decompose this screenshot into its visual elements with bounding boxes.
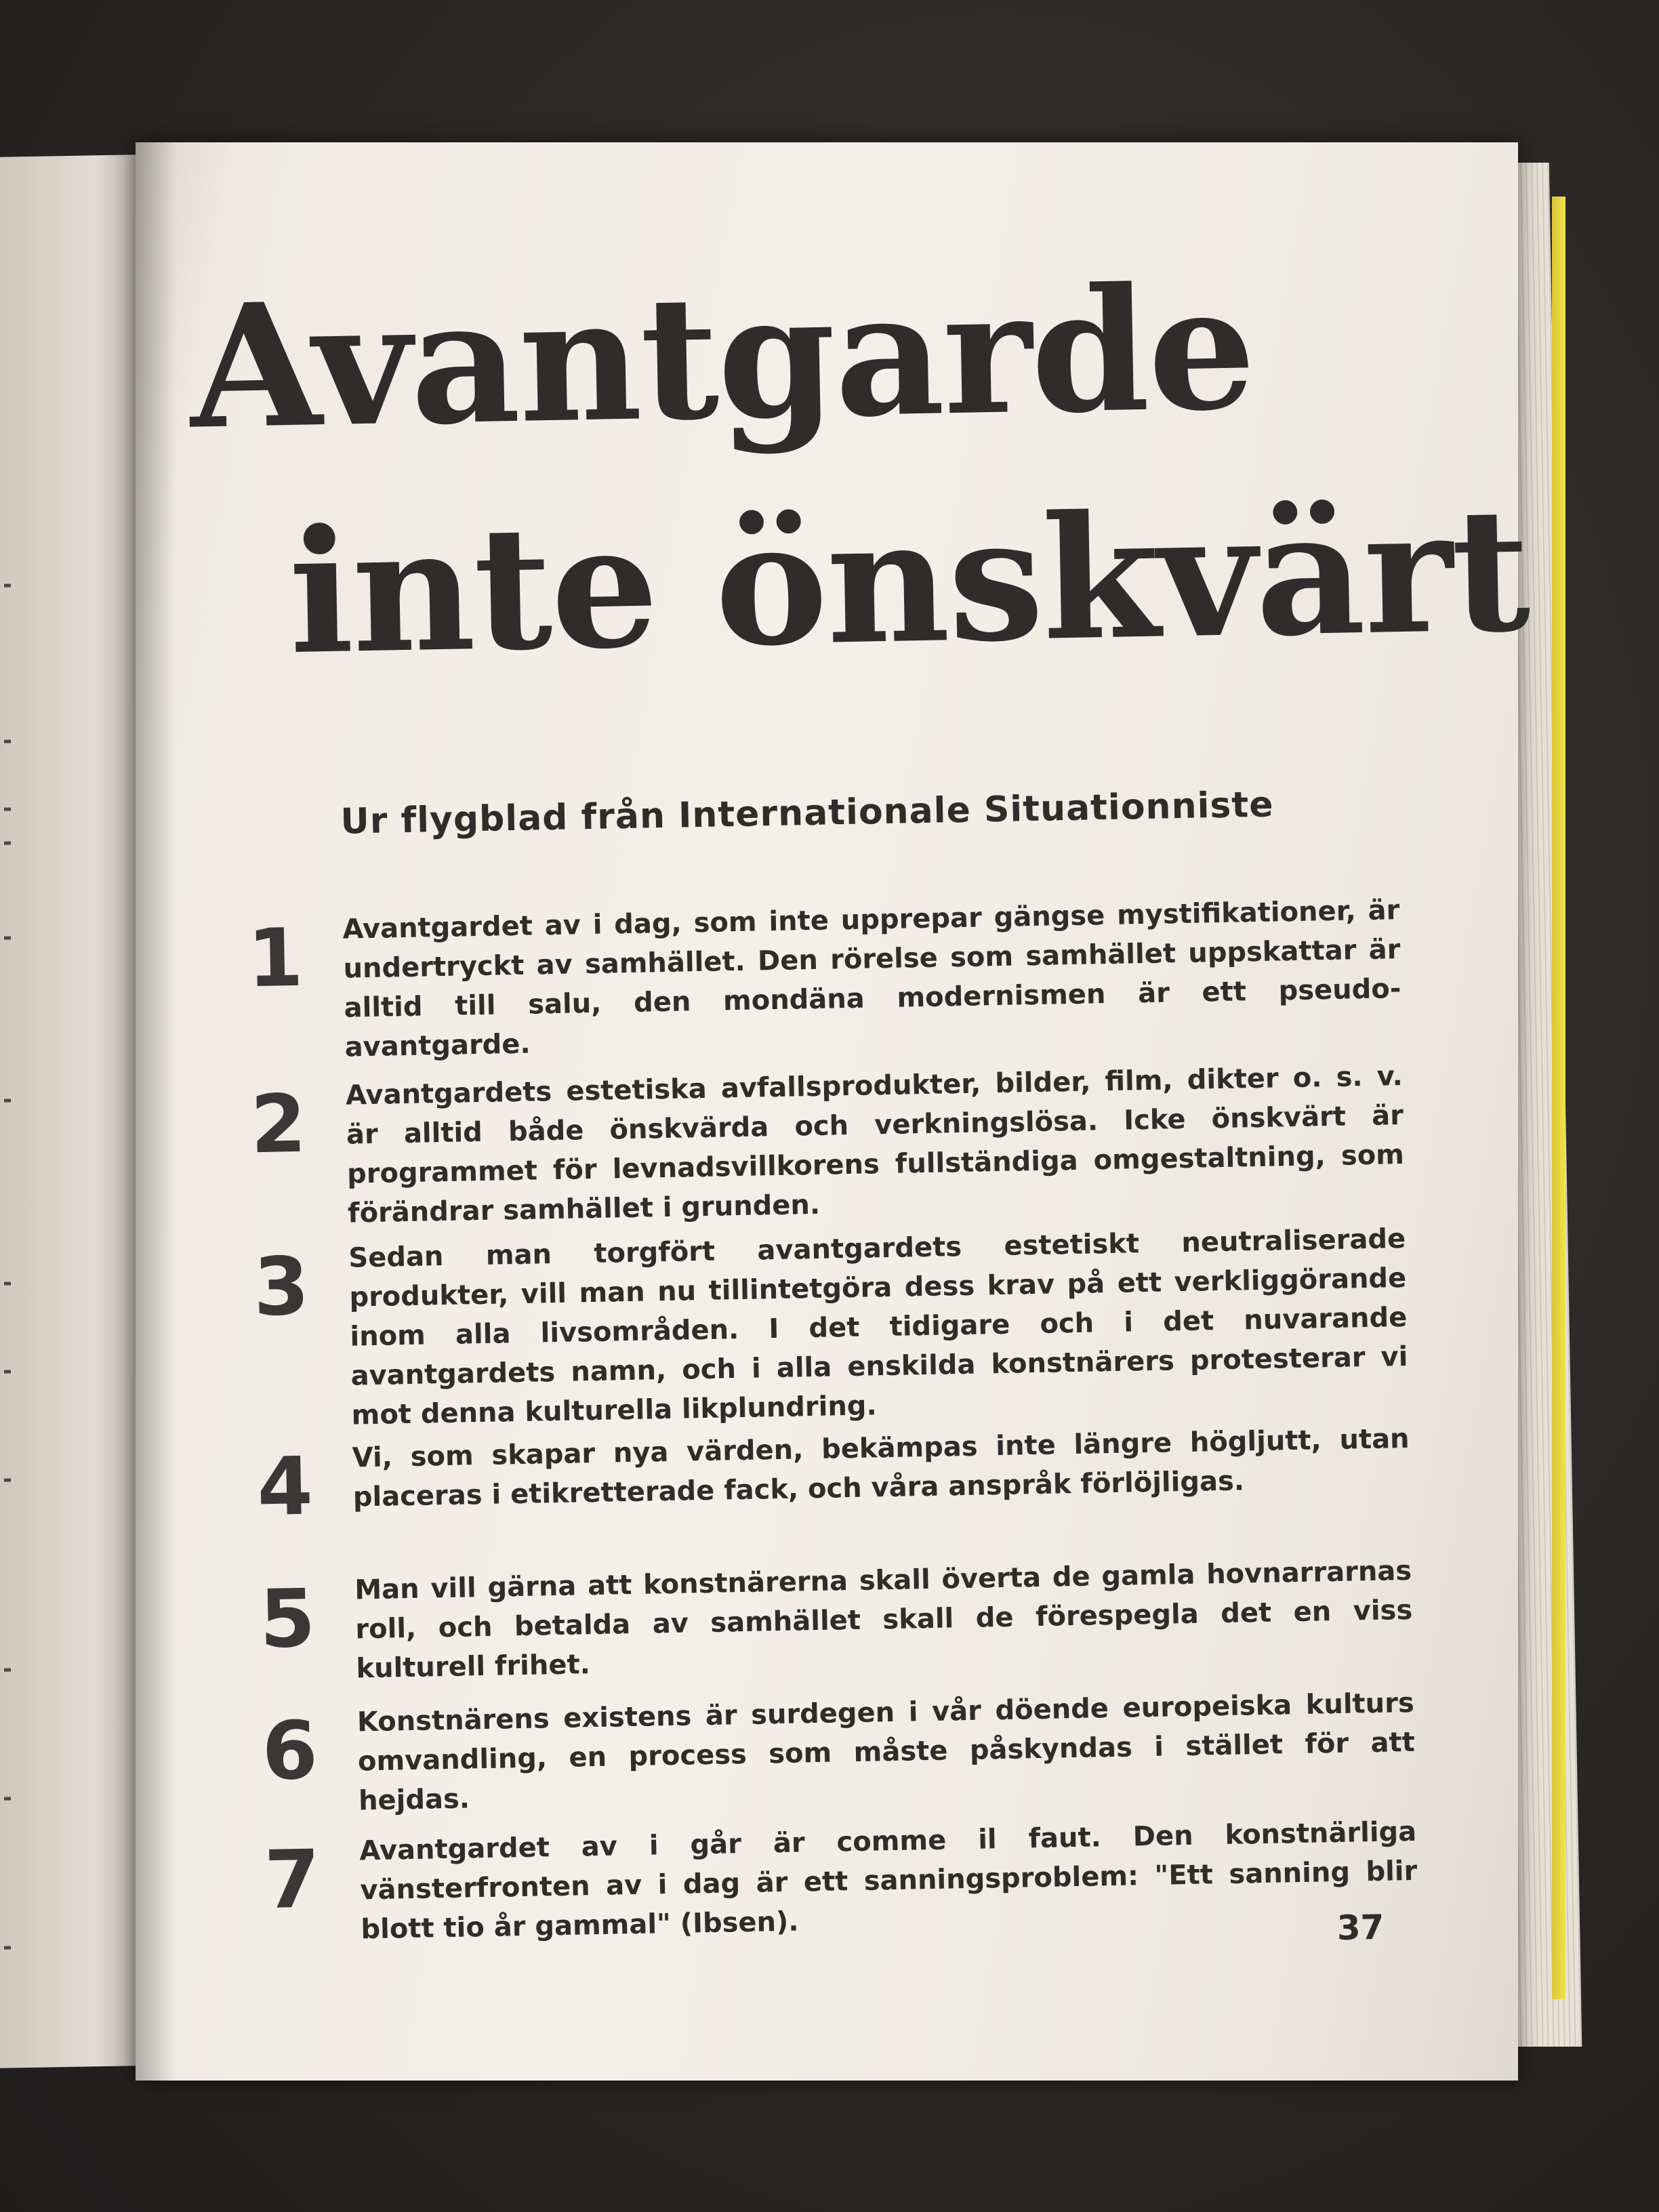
page-number: 37 bbox=[1336, 1907, 1385, 1948]
item-text: Sedan man torgfört avantgardets estetiskt neutraliserade produkter, vill man nu tillintetgöra dess krav på ett verkliggörande inom alla livsområden. I det tidigare och i det nuvarande avantgardets namn, och i alla enskilda konstnärers protesterar vi mot denna kulturella likplundring. bbox=[348, 1223, 1408, 1431]
subtitle: Ur flygblad från Internationale Situationniste bbox=[340, 784, 1274, 842]
item-number: 6 bbox=[261, 1703, 319, 1799]
list-item bbox=[227, 890, 1406, 1063]
item-number: 1 bbox=[246, 910, 304, 1006]
left-page-edge bbox=[0, 155, 136, 2068]
item-number: 4 bbox=[256, 1439, 314, 1534]
book-page bbox=[136, 142, 1531, 2081]
item-text: Vi, som skapar nya värden, bekämpas inte längre högljutt, utan placeras i etikretterade fack, och våra anspråk förlöjligas. bbox=[352, 1422, 1410, 1513]
page-title-line-1: Avantgarde bbox=[188, 247, 1256, 467]
item-number: 3 bbox=[252, 1239, 310, 1334]
page-title-line-2: inte önskvärt bbox=[287, 470, 1531, 693]
item-number: 5 bbox=[258, 1571, 316, 1666]
item-text: Man vill gärna att konstnärerna skall överta de gamla hovnarrarnas roll, och betalda av samhället skall de förespegla det en viss kulturell frihet. bbox=[354, 1555, 1413, 1685]
yellow-cover-edge bbox=[1552, 197, 1565, 1999]
item-number: 2 bbox=[249, 1076, 308, 1172]
item-text: Konstnärens existens är surdegen i vår döende europeiska kulturs omvandling, en process som måste påskyndas i stället för att hejdas. bbox=[356, 1687, 1416, 1817]
item-text: Avantgardets estetiska avfallsprodukter, bilder, film, dikter o. s. v. är alltid både önskvärda och verkningslösa. Icke önskvärt är programmet för levnadsvillkorens fullständiga omgestaltning, som förändrar samhället i grunden. bbox=[345, 1061, 1405, 1229]
list-item bbox=[239, 1551, 1418, 1685]
item-text: Avantgardet av i går är comme il faut. Den konstnärliga vänsterfronten av i dag är ett sanningsproblem: "Ett sanning blir blott tio år gammal" (Ibsen). bbox=[359, 1816, 1418, 1946]
item-text: Avantgardet av i dag, som inte upprepar gängse mystifikationer, är undertryckt av samhället. Den rörelse som samhället uppskattar är alltid till salu, den mondäna modernismen är ett pseudo-avantgarde. bbox=[342, 895, 1401, 1063]
item-number: 7 bbox=[263, 1832, 321, 1927]
page-content bbox=[119, 129, 1536, 2093]
